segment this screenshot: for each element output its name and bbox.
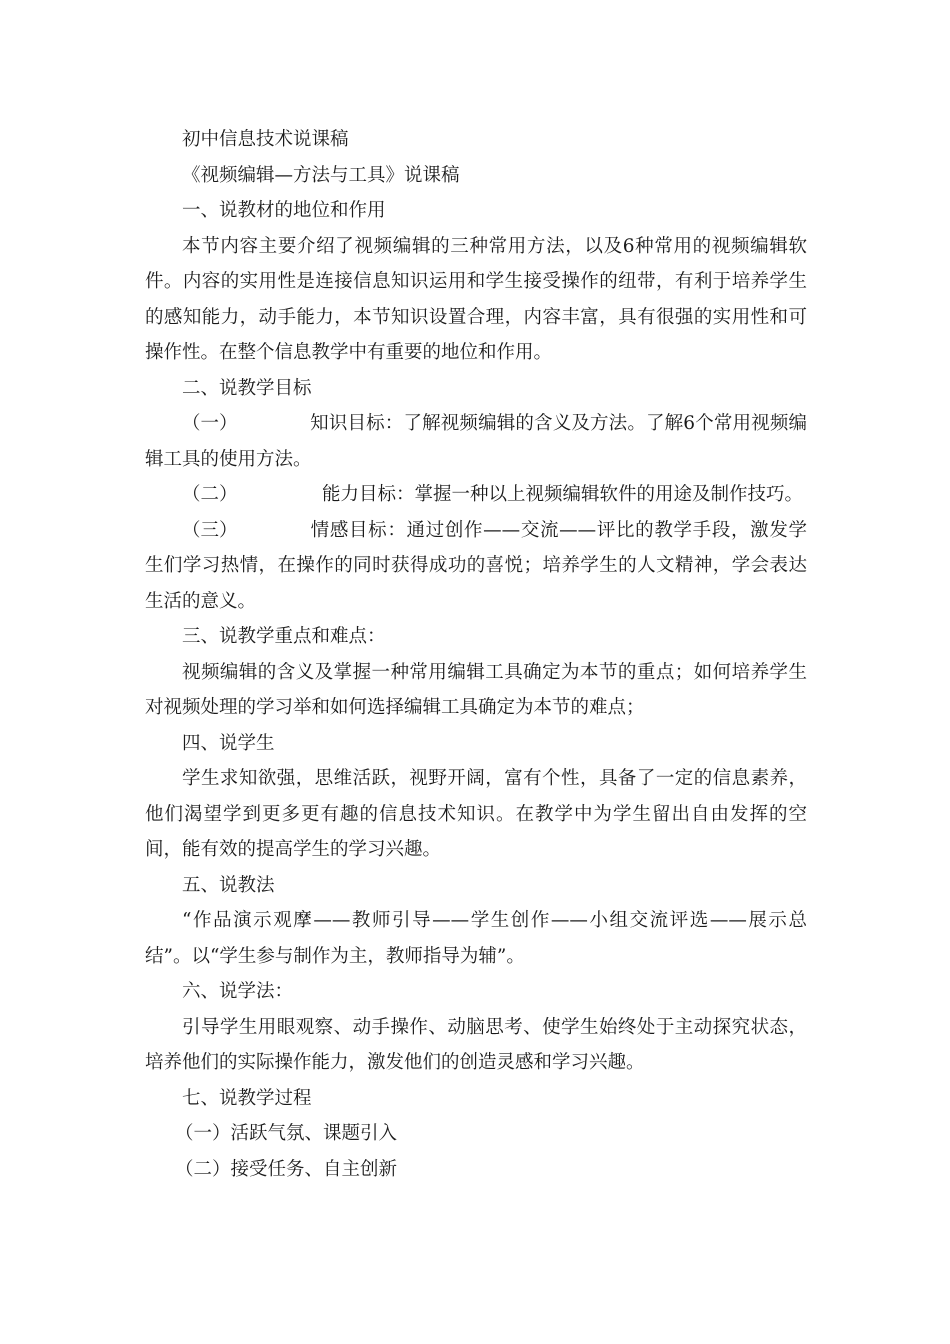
document-title: 初中信息技术说课稿 <box>182 129 349 150</box>
goal-ability-number: （二） <box>182 484 238 505</box>
section-4-heading: 四、说学生 <box>182 732 275 754</box>
section-3-body: 视频编辑的含义及掌握一种常用编辑工具确定为本节的重点；如何培养学生对视频处理的学习举和如何选择编辑工具确定为本节的难点； <box>145 661 807 718</box>
goal-knowledge-number: （一） <box>182 413 238 434</box>
section-6-heading: 六、说学法： <box>182 981 294 1002</box>
section-1-body: 本节内容主要介绍了视频编辑的三种常用方法，以及6种常用的视频编辑软件。内容的实用性是连接信息知识运用和学生接受操作的纽带，有利于培养学生的感知能力，动手能力，本节知识设置合理，内容丰富，具有很强的实用性和可操作性。在整个信息教学中有重要的地位和作用。 <box>145 235 807 363</box>
goal-knowledge <box>145 406 807 477</box>
document-subtitle: 《视频编辑—方法与工具》说课稿 <box>182 164 460 186</box>
process-step-2-number: （二） <box>175 1158 231 1180</box>
process-step-1 <box>145 1116 807 1152</box>
section-5-heading: 五、说教法 <box>182 874 275 896</box>
process-step-2 <box>145 1152 807 1188</box>
section-5-body: “作品演示观摩——教师引导——学生创作——小组交流评选——展示总结”。以“学生参与制作为主，教师指导为辅”。 <box>145 910 807 967</box>
section-4-body: 学生求知欲强，思维活跃，视野开阔，富有个性，具备了一定的信息素养，他们渴望学到更多更有趣的信息技术知识。在教学中为学生留出自由发挥的空间，能有效的提高学生的学习兴趣。 <box>145 768 807 860</box>
goal-emotion <box>145 513 807 620</box>
document-page <box>145 122 807 1187</box>
goal-ability <box>145 477 807 513</box>
process-step-1-number: （一） <box>175 1123 231 1144</box>
section-3-heading: 三、说教学重点和难点： <box>182 626 386 647</box>
section-7-heading: 七、说教学过程 <box>182 1087 312 1109</box>
section-1-heading: 一、说教材的地位和作用 <box>182 200 386 221</box>
goal-emotion-number: （三） <box>182 519 238 541</box>
section-6-body: 引导学生用眼观察、动手操作、动脑思考、使学生始终处于主动探究状态，培养他们的实际操作能力，激发他们的创造灵感和学习兴趣。 <box>145 1016 807 1073</box>
process-step-1-text: 活跃气氛、课题引入 <box>230 1123 398 1144</box>
goal-ability-text: 能力目标：掌握一种以上视频编辑软件的用途及制作技巧。 <box>322 484 804 505</box>
section-2-heading: 二、说教学目标 <box>182 377 312 399</box>
goal-knowledge-text: 知识目标：了解视频编辑的含义及方法。了解6个常用视频编辑工具的使用方法。 <box>145 413 807 470</box>
goal-emotion-text: 情感目标：通过创作——交流——评比的教学手段，激发学生们学习热情，在操作的同时获得成功的喜悦；培养学生的人文精神，学会表达生活的意义。 <box>145 519 807 612</box>
process-step-2-text: 接受任务、自主创新 <box>230 1158 398 1180</box>
